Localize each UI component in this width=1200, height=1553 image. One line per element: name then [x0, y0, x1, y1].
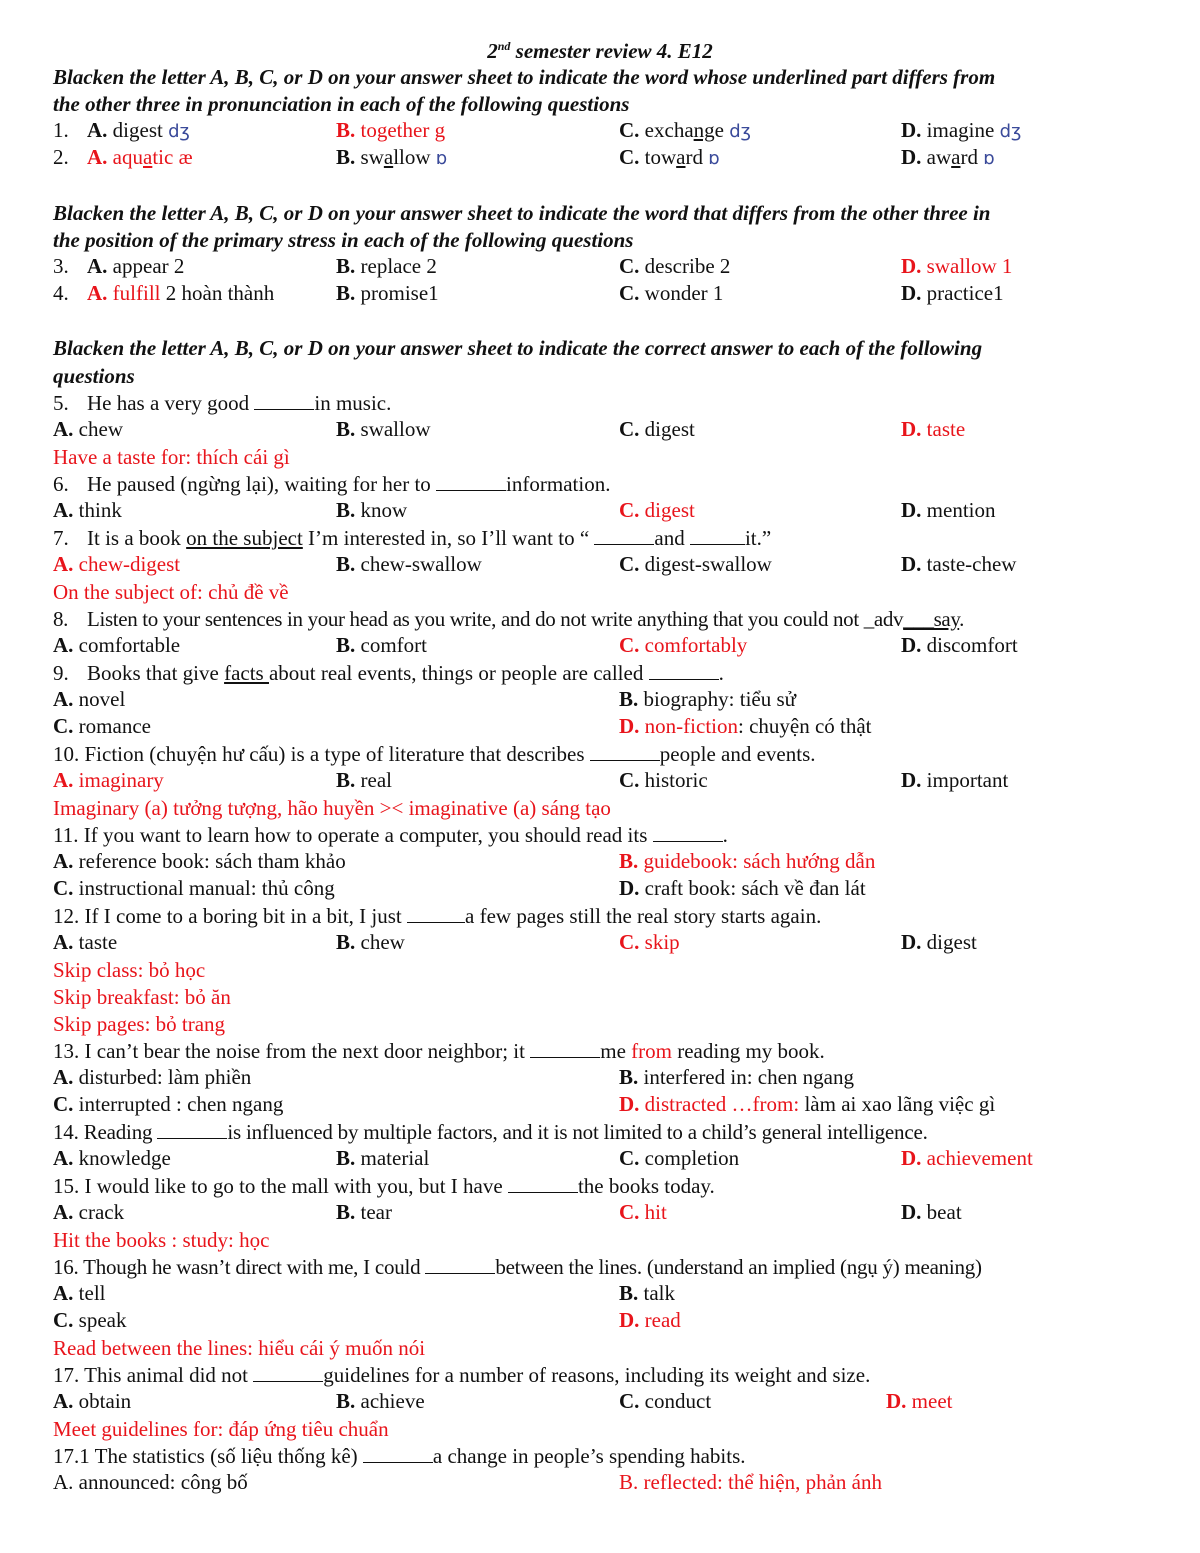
answer-blank [508, 1174, 578, 1193]
option-d-answer: D. achievement [901, 1146, 1033, 1170]
question-stem: 17. This animal did not guidelines for a number of reasons, including its weight and size. [53, 1363, 871, 1387]
answer-note: Skip breakfast: bỏ ăn [53, 985, 231, 1009]
question-stem: 8. Listen to your sentences in your head as you write, and do not write anything that you could not _adv___say. [53, 607, 965, 631]
answer-blank [590, 742, 660, 761]
question-stem: 7. It is a book on the subject I’m interested in, so I’ll want to “ and it.” [53, 526, 772, 550]
answer-blank [157, 1120, 227, 1139]
option-d-answer: D. swallow 1 [901, 254, 1013, 278]
option-a-answer: A. chew-digest [53, 552, 181, 576]
answer-blank [690, 526, 745, 545]
ipa-symbol: ɒ [435, 148, 448, 169]
answer-blank [653, 823, 723, 842]
answer-note: Read between the lines: hiểu cái ý muốn nói [53, 1336, 426, 1360]
question-number: 3. [53, 254, 69, 278]
question-number: 2. [53, 145, 69, 169]
instruction-correct-line2: questions [53, 364, 135, 388]
option-b-answer: B. reflected: thể hiện, phản ánh [619, 1470, 882, 1494]
question-stem: 9. Books that give facts about real events, things or people are called . [53, 661, 724, 685]
question-stem: 17.1 The statistics (số liệu thống kê) a change in people’s spending habits. [53, 1444, 746, 1468]
question-stem: 16. Though he wasn’t direct with me, I could between the lines. (understand an implied (ngụ ý) meaning) [53, 1255, 982, 1279]
answer-blank [530, 1039, 600, 1058]
instruction-stress-line1: Blacken the letter A, B, C, or D on your answer sheet to indicate the word that differs from the other three in [53, 201, 991, 225]
question-stem: 10. Fiction (chuyện hư cấu) is a type of literature that describes people and events. [53, 742, 816, 766]
answer-blank [425, 1255, 495, 1274]
question-stem: 5. He has a very good in music. [53, 391, 392, 415]
question-stem: 13. I can’t bear the noise from the next door neighbor; it me from reading my book. [53, 1039, 825, 1063]
option-c-answer: C. skip [619, 930, 680, 954]
question-stem: 12. If I come to a boring bit in a bit, I just a few pages still the real story starts again. [53, 904, 822, 928]
answer-note: On the subject of: chủ đề về [53, 580, 289, 604]
question-stem: 14. Reading is influenced by multiple factors, and it is not limited to a child’s general intelligence. [53, 1120, 928, 1144]
option-c-answer: C. comfortably [619, 633, 748, 657]
document-page: 2nd semester review 4. E12 Blacken the letter A, B, C, or D on your answer sheet to indicate the word whose underlined part differs from the other three in pronunciation in each of the following questions 1. A. digest dʒ B. together g C. exchange dʒ D. imagine dʒ 2. A. aquatic æ B. swallow ɒ C. toward ɒ D. award ɒ Blacken the letter A, B, C, or D on your answer sheet to indicate the word that differs from the other three in the position of the primary stress in each of the following questions 3. A. appear 2 B. replace 2 C. describe 2 D. swallow 1 4. A. fulfill 2 hoàn thành B. promise1 C. wonder 1 D. practice1 Blacken the letter A, B, C, or D on your answer sheet to indicate the correct answer to each of the following questions 5. He has a very good in music. A. chew B. swallow C. digest D. taste Have a taste for: thích cái gì 6. He paused (ngừng lại), waiting for her to information. A. think B. know C. digest D. mention 7. It is a book on the subject I’m interested in, so I’ll want to “ and it.” A. chew-digest B. chew-swallow C. digest-swallow D. taste-chew On the subject of: chủ đề về 8. Listen to your sentences in your head as you write, and do not write anything that you could not _adv___say. A. comfortable B. comfort C. comfortably D. discomfort 9. Books that give facts about real events, things or people are called . A. novel B. biography: tiểu sử C. romance D. non-fiction: chuyện có thật 10. Fiction (chuyện hư cấu) is a type of literature that describes people and events. A. imaginary B. real C. historic D. important Imaginary (a) tưởng tượng, hão huyền >< imaginative (a) sáng tạo 11. If you want to learn how to operate a computer, you should read its . A. reference book: sách tham khảo B. guidebook: sách hướng dẫn C. instructional manual: thủ công D. craft book: sách về đan lát 12. If I come to a boring bit in a bit, I just a few pages still the real story starts again. A. taste B. chew C. skip D. digest Skip class: bỏ học Skip breakfast: bỏ ăn Skip pages: bỏ trang 13. I can’t bear the noise from the next door neighbor; it me from reading my book. A. disturbed: làm phiền B. interfered in: chen ngang C. interrupted : chen ngang D. distracted …from: làm ai xao lãng việc gì 14. Reading is influenced by multiple factors, and it is not limited to a child’s general intelligence. A. knowledge B. material C. completion D. achievement 15. I would like to go to the mall with you, but I have the books today. A. crack B. tear C. hit D. beat Hit the books : study: học 16. Though he wasn’t direct with me, I could between the lines. (understand an implied (ngụ ý) meaning) A. tell B. talk C. speak D. read Read between the lines: hiểu cái ý muốn nói 17. This animal did not guidelines for a number of reasons, including its weight and size. A. obtain B. achieve C. conduct D. meet Meet guidelines for: đáp ứng tiêu chuẩn 17.1 The statistics (số liệu thống kê) a change in people’s spending habits. A. announced: công bố B. reflected: thể hiện, phản ánh [0, 0, 1200, 1553]
question-stem: 6. He paused (ngừng lại), waiting for her to information. [53, 472, 611, 496]
answer-blank [253, 1363, 323, 1382]
option-d-answer: D. meet [886, 1389, 953, 1413]
ipa-symbol: ɒ [983, 148, 995, 169]
answer-blank [649, 661, 719, 680]
page-title: 2nd semester review 4. E12 [487, 39, 713, 63]
ipa-symbol: dʒ [729, 121, 752, 142]
option-a-answer: A. imaginary [53, 768, 164, 792]
option-a: A. announced: công bố [53, 1470, 248, 1494]
answer-note: Hit the books : study: học [53, 1228, 270, 1252]
option-c-answer: C. digest [619, 498, 695, 522]
ipa-symbol: ɒ [708, 148, 720, 169]
question-stem: 11. If you want to learn how to operate a computer, you should read its . [53, 823, 728, 847]
question-number: 1. [53, 118, 69, 142]
instruction-pronunciation-line2: the other three in pronunciation in each of the following questions [53, 92, 630, 116]
answer-blank [363, 1444, 433, 1463]
option-d-answer: D. read [619, 1308, 681, 1332]
option-b-answer: B. guidebook: sách hướng dẫn [619, 849, 876, 873]
answer-note: Meet guidelines for: đáp ứng tiêu chuẩn [53, 1417, 389, 1441]
answer-blank [594, 526, 654, 545]
ipa-symbol: dʒ [168, 121, 190, 142]
answer-note: Skip class: bỏ học [53, 958, 206, 982]
option-b-answer: B. together g [336, 118, 446, 142]
answer-blank [407, 904, 465, 923]
instruction-stress-line2: the position of the primary stress in each of the following questions [53, 228, 634, 252]
answer-blank [254, 391, 314, 410]
instruction-correct-line1: Blacken the letter A, B, C, or D on your answer sheet to indicate the correct answer to each of the following [53, 336, 983, 360]
answer-note: Have a taste for: thích cái gì [53, 445, 290, 469]
option-d-answer: D. taste [901, 417, 966, 441]
answer-note: Imaginary (a) tưởng tượng, hão huyền >< imaginative (a) sáng tạo [53, 796, 611, 820]
answer-blank [436, 472, 506, 491]
instruction-pronunciation-line1: Blacken the letter A, B, C, or D on your answer sheet to indicate the word whose underlined part differs from [53, 65, 996, 89]
answer-note: Skip pages: bỏ trang [53, 1012, 226, 1036]
option-c-answer: C. hit [619, 1200, 667, 1224]
ipa-symbol: dʒ [999, 121, 1022, 142]
question-stem: 15. I would like to go to the mall with you, but I have the books today. [53, 1174, 715, 1198]
question-number: 4. [53, 281, 69, 305]
